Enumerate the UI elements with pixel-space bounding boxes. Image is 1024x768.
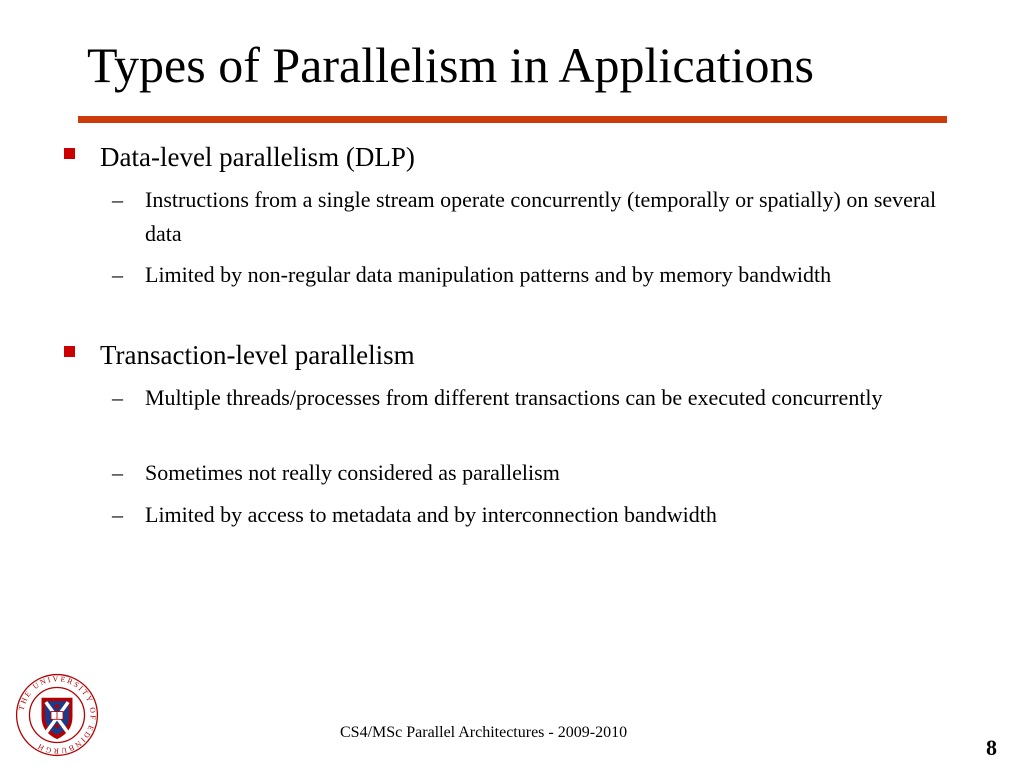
bullet-text: Data-level parallelism (DLP) bbox=[100, 142, 415, 172]
sub-bullet-text: Multiple threads/processes from different transactions can be executed concurrently bbox=[145, 385, 883, 410]
bullet-text: Transaction-level parallelism bbox=[100, 340, 415, 370]
dash-bullet: – bbox=[112, 502, 123, 527]
sub-bullet-item bbox=[112, 456, 945, 490]
university-of-edinburgh-seal-icon bbox=[14, 672, 100, 758]
sub-bullet-text: Limited by access to metadata and by interconnection bandwidth bbox=[145, 502, 717, 527]
footer-text: CS4/MSc Parallel Architectures - 2009-2010 bbox=[340, 724, 628, 741]
bullet-item-transaction bbox=[100, 339, 940, 371]
dash-bullet: – bbox=[112, 262, 123, 287]
svg-text:THE UNIVERSITY OF EDINBURGH: THE UNIVERSITY OF EDINBURGH bbox=[16, 674, 98, 756]
sub-bullet-item bbox=[112, 498, 945, 532]
square-bullet-icon bbox=[64, 346, 75, 357]
title-underline bbox=[78, 116, 947, 123]
slide-title: Types of Parallelism in Applications bbox=[87, 37, 814, 93]
bullet-item-dlp bbox=[100, 141, 940, 173]
dash-bullet: – bbox=[112, 187, 123, 212]
sub-bullet-item bbox=[112, 381, 945, 415]
sub-bullet-item bbox=[112, 183, 945, 251]
dash-bullet: – bbox=[112, 460, 123, 485]
sub-bullet-text: Sometimes not really considered as parallelism bbox=[145, 460, 560, 485]
page-number: 8 bbox=[986, 735, 997, 760]
sub-bullet-text: Limited by non-regular data manipulation patterns and by memory bandwidth bbox=[145, 262, 832, 287]
sub-bullet-item bbox=[112, 258, 945, 292]
dash-bullet: – bbox=[112, 385, 123, 410]
square-bullet-icon bbox=[64, 148, 75, 159]
sub-bullet-text: Instructions from a single stream operate concurrently (temporally or spatially) on several data bbox=[145, 187, 937, 246]
